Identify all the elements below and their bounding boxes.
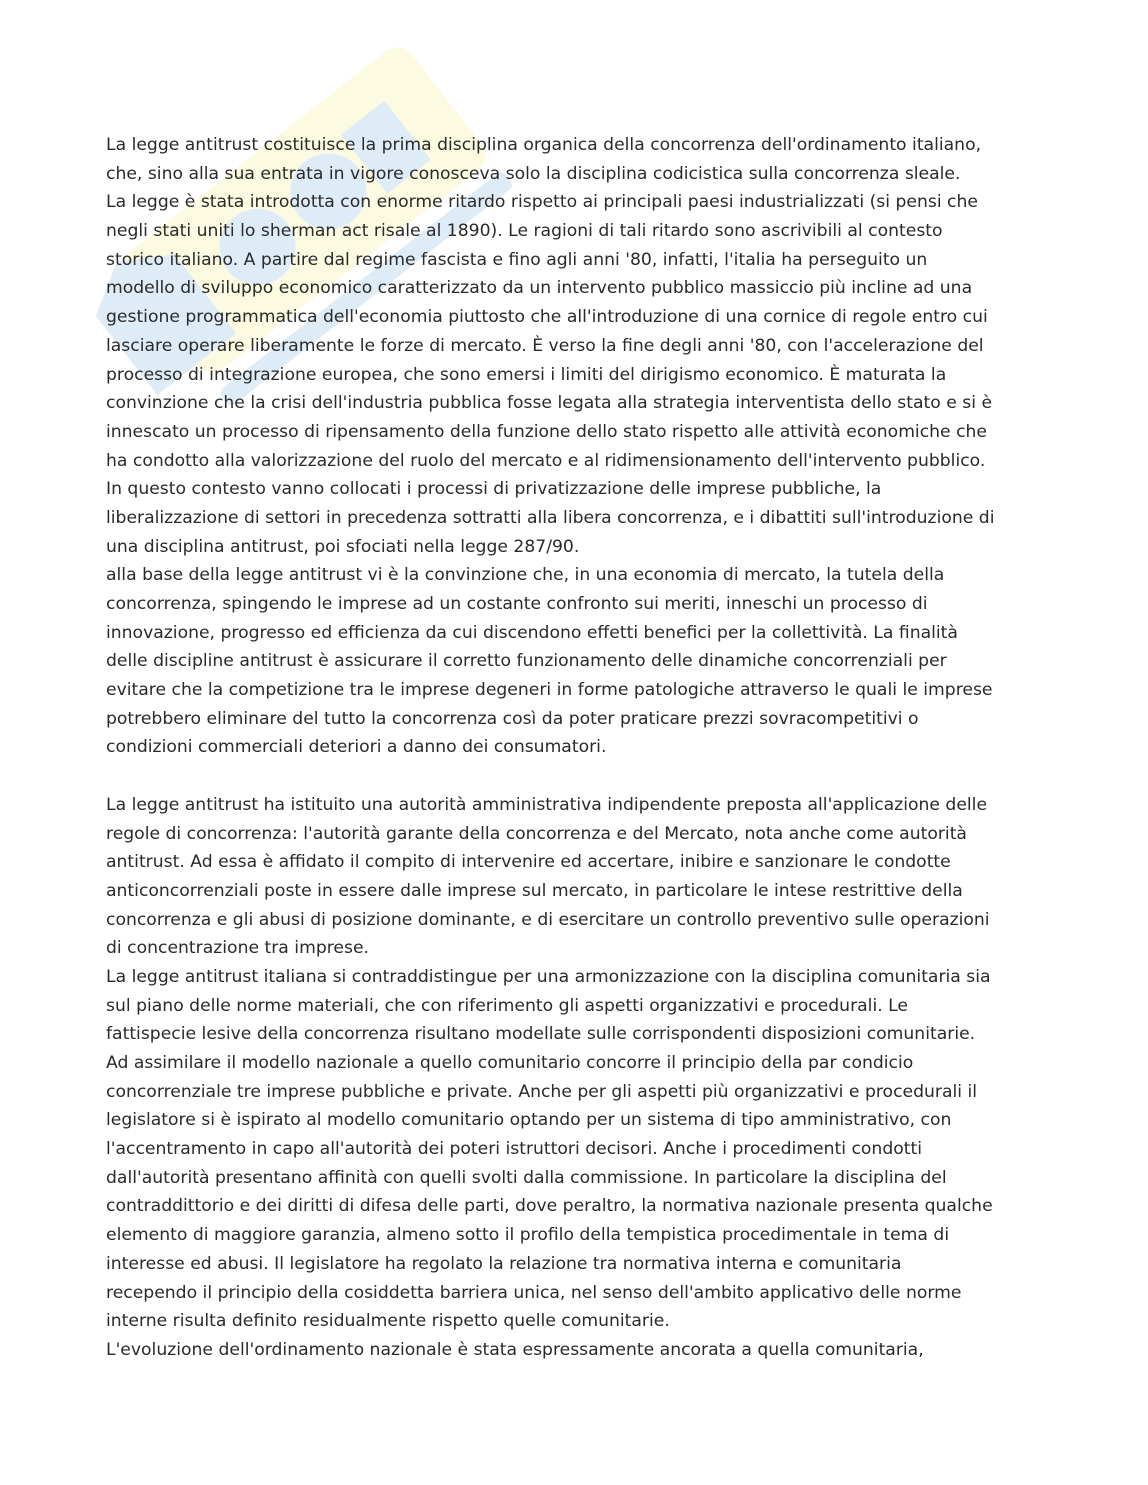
text-line: concorrenziale tre imprese pubbliche e private. Anche per gli aspetti più organizzativi e procedurali il: [106, 1081, 978, 1102]
text-line: La legge antitrust ha istituito una autorità amministrativa indipendente preposta all'applicazione delle: [106, 794, 988, 815]
text-line: contraddittorio e dei diritti di difesa delle parti, dove peraltro, la normativa nazionale presenta qualche: [106, 1196, 993, 1217]
text-line: una disciplina antitrust, poi sfociati nella legge 287/90.: [106, 536, 580, 557]
text-line: L'evoluzione dell'ordinamento nazionale è stata espressamente ancorata a quella comunitaria,: [106, 1339, 924, 1360]
text-line: potrebbero eliminare del tutto la concorrenza così da poter praticare prezzi sovracompetitivi o: [106, 708, 919, 729]
text-line: condizioni commerciali deteriori a danno dei consumatori.: [106, 737, 607, 758]
text-line: evitare che la competizione tra le imprese degeneri in forme patologiche attraverso le quali le imprese: [106, 680, 993, 701]
text-line: alla base della legge antitrust vi è la convinzione che, in una economia di mercato, la tutela della: [106, 565, 945, 586]
text-line: concorrenza, spingendo le imprese ad un costante confronto sui meriti, inneschi un processo di: [106, 594, 928, 614]
text-line: liberalizzazione di settori in precedenza sottratti alla libera concorrenza, e i dibattiti sull'introduzione di: [106, 507, 995, 528]
text-line: Ad assimilare il modello nazionale a quello comunitario concorre il principio della par condicio: [106, 1053, 914, 1073]
text-line: elemento di maggiore garanzia, almeno sotto il profilo della tempistica procedimentale in tema di: [106, 1225, 950, 1246]
text-line: La legge antitrust costituisce la prima disciplina organica della concorrenza dell'ordinamento italiano,: [106, 135, 982, 155]
text-line: gestione programmatica dell'economia piuttosto che all'introduzione di una cornice di regole entro cui: [106, 307, 988, 328]
text-line: In questo contesto vanno collocati i processi di privatizzazione delle imprese pubbliche, la: [106, 479, 882, 500]
text-line: interne risulta definito residualmente rispetto quelle comunitarie.: [106, 1311, 670, 1332]
text-line: recependo il principio della cosiddetta barriera unica, nel senso dell'ambito applicativo delle norme: [106, 1282, 962, 1303]
text-line: modello di sviluppo economico caratterizzato da un intervento pubblico massiccio più incline ad una: [106, 278, 973, 299]
text-line: antitrust. Ad essa è affidato il compito di intervenire ed accertare, inibire e sanzionare le condotte: [106, 852, 951, 873]
text-line: che, sino alla sua entrata in vigore conosceva solo la disciplina codicistica sulla concorrenza sleale.: [106, 163, 961, 184]
text-line: fattispecie lesive della concorrenza risultano modellate sulle corrispondenti disposizioni comunitarie.: [106, 1024, 976, 1045]
text-line: anticoncorrenziali poste in essere dalle imprese sul mercato, in particolare le intese restrittive della: [106, 880, 963, 901]
text-line: innovazione, progresso ed efficienza da cui discendono effetti benefici per la collettività. La finalità: [106, 622, 958, 643]
text-line: negli stati uniti lo sherman act risale al 1890). Le ragioni di tali ritardo sono ascrivibili al contesto: [106, 221, 943, 242]
text-line: La legge antitrust italiana si contraddistingue per una armonizzazione con la disciplina comunitaria sia: [106, 966, 991, 987]
text-line: dall'autorità presentano affinità con quelli svolti dalla commissione. In particolare la disciplina del: [106, 1167, 947, 1188]
text-line: convinzione che la crisi dell'industria pubblica fosse legata alla strategia interventista dello stato e si è: [106, 393, 993, 414]
text-line: concorrenza e gli abusi di posizione dominante, e di esercitare un controllo preventivo sulle operazioni: [106, 909, 990, 930]
text-line: innescato un processo di ripensamento della funzione dello stato rispetto alle attività economiche che: [106, 421, 988, 442]
text-line: delle discipline antitrust è assicurare il corretto funzionamento delle dinamiche concorrenziali per: [106, 651, 947, 672]
text-line: processo di integrazione europea, che sono emersi i limiti del dirigismo economico. È maturata la: [106, 364, 947, 385]
document-body: [106, 131, 1041, 1365]
text-line: l'accentramento in capo all'autorità dei poteri istruttori decisori. Anche i procedimenti condotti: [106, 1139, 922, 1160]
text-line: regole di concorrenza: l'autorità garante della concorrenza e del Mercato, nota anche come autorità: [106, 823, 967, 844]
text-line: La legge è stata introdotta con enorme ritardo rispetto ai principali paesi industrializzati (si pensi che: [106, 192, 978, 213]
text-line: sul piano delle norme materiali, che con riferimento gli aspetti organizzativi e procedurali. Le: [106, 995, 908, 1016]
paragraph-gap: [106, 762, 1041, 791]
paragraph: [106, 791, 1041, 1365]
text-line: di concentrazione tra imprese.: [106, 938, 369, 959]
paragraph: [106, 131, 1041, 762]
text-line: storico italiano. A partire dal regime fascista e fino agli anni '80, infatti, l'italia ha perseguito un: [106, 249, 928, 270]
text-line: lasciare operare liberamente le forze di mercato. È verso la fine degli anni '80, con l'accelerazione del: [106, 335, 984, 356]
text-line: interesse ed abusi. Il legislatore ha regolato la relazione tra normativa interna e comunitaria: [106, 1253, 902, 1274]
text-line: legislatore si è ispirato al modello comunitario optando per un sistema di tipo amministrativo, con: [106, 1110, 952, 1131]
text-line: ha condotto alla valorizzazione del ruolo del mercato e al ridimensionamento dell'intervento pubblico.: [106, 450, 986, 471]
